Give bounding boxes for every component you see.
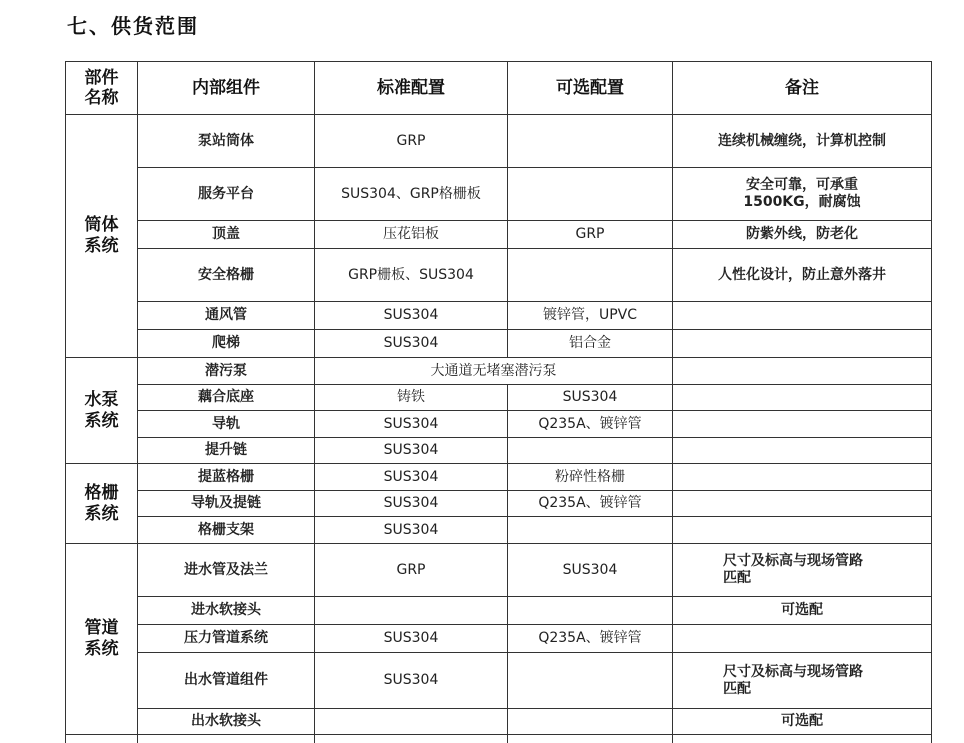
optional-cell	[508, 653, 673, 709]
optional-cell: 镀锌管，UPVC	[508, 302, 673, 330]
remark-cell	[673, 168, 932, 221]
remark-cell	[673, 491, 932, 517]
optional-cell	[508, 115, 673, 168]
group-name-cell	[66, 358, 138, 464]
standard-cell: SUS304	[315, 491, 508, 517]
component-cell: 导轨及提链	[138, 491, 315, 517]
standard-cell: SUS304	[315, 517, 508, 544]
optional-cell: 粉碎性格栅	[508, 464, 673, 491]
standard-cell: GRP	[315, 544, 508, 597]
section-title: 七、供货范围	[67, 14, 199, 38]
remark-line1: 尺寸及标高与现场管路	[723, 553, 863, 569]
component-cell: 藕合底座	[138, 385, 315, 411]
table-row	[66, 544, 932, 597]
optional-cell: SUS304	[508, 544, 673, 597]
optional-cell: Q235A、镀锌管	[508, 411, 673, 438]
header-component: 内部组件	[138, 62, 315, 115]
standard-cell: GRP	[315, 115, 508, 168]
group-name-line1: 格栅	[84, 482, 119, 503]
table-row	[66, 330, 932, 358]
group-name-line2: 系统	[84, 236, 119, 256]
standard-cell: SUS304	[315, 302, 508, 330]
table-row	[66, 221, 932, 249]
optional-cell	[508, 597, 673, 625]
table-row	[66, 168, 932, 221]
component-cell: 服务平台	[138, 168, 315, 221]
header-optional: 可选配置	[508, 62, 673, 115]
remark-line1: 尺寸及标高与现场管路	[723, 663, 863, 680]
header-group-line1: 部件	[84, 68, 119, 88]
optional-cell	[508, 168, 673, 221]
standard-cell: SUS304	[315, 464, 508, 491]
remark-cell	[673, 517, 932, 544]
component-cell: 提升链	[138, 438, 315, 464]
group-name-line2: 系统	[84, 410, 119, 431]
component-cell: 出水软接头	[138, 709, 315, 735]
standard-cell: 铸铁	[315, 385, 508, 411]
header-standard: 标准配置	[315, 62, 508, 115]
table-row	[66, 653, 932, 709]
standard-cell: SUS304	[315, 625, 508, 653]
optional-cell	[508, 438, 673, 464]
standard-cell	[315, 709, 508, 735]
component-cell: 潜污泵	[138, 358, 315, 385]
standard-cell: GRP栅板、SUS304	[315, 249, 508, 302]
component-cell: 安全格栅	[138, 249, 315, 302]
table-row	[66, 491, 932, 517]
group-name-cell	[66, 544, 138, 735]
group-name-cell	[66, 115, 138, 358]
header-remark: 备注	[673, 62, 932, 115]
standard-cell: SUS304	[315, 653, 508, 709]
group-name-line1: 水泵	[84, 389, 119, 410]
table-header-row	[66, 62, 932, 115]
group-name-cell	[66, 464, 138, 544]
remark-cell	[673, 438, 932, 464]
table-row	[66, 249, 932, 302]
remark-cell	[673, 330, 932, 358]
standard-cell: SUS304	[315, 411, 508, 438]
remark-line2: 匹配	[723, 680, 751, 697]
table-row	[66, 385, 932, 411]
standard-cell: SUS304	[315, 330, 508, 358]
table-row	[66, 411, 932, 438]
remark-cell	[673, 385, 932, 411]
remark-cell	[673, 358, 932, 385]
remark-cell	[673, 411, 932, 438]
component-cell: 爬梯	[138, 330, 315, 358]
header-group-name	[66, 62, 138, 115]
table-row	[66, 625, 932, 653]
remark-cell	[673, 464, 932, 491]
remark-cell: 人性化设计，防止意外落井	[673, 249, 932, 302]
component-cell: 泵站筒体	[138, 115, 315, 168]
remark-line1: 安全可靠，可承重	[746, 177, 858, 193]
standard-cell: SUS304	[315, 438, 508, 464]
group-name-line2: 系统	[84, 639, 119, 659]
component-cell: 进水软接头	[138, 597, 315, 625]
component-cell: 压力管道系统	[138, 625, 315, 653]
table-row	[66, 438, 932, 464]
table-row	[66, 358, 932, 385]
table-row	[66, 517, 932, 544]
optional-cell	[508, 517, 673, 544]
header-group-line2: 名称	[84, 88, 119, 108]
component-cell: 顶盖	[138, 221, 315, 249]
group-name-line2: 系统	[84, 503, 119, 524]
component-cell: 出水管道组件	[138, 653, 315, 709]
table-row	[66, 115, 932, 168]
optional-cell	[508, 249, 673, 302]
remark-cell	[673, 653, 932, 709]
remark-cell: 防紫外线，防老化	[673, 221, 932, 249]
optional-cell: 铝合金	[508, 330, 673, 358]
component-cell: 进水管及法兰	[138, 544, 315, 597]
standard-cell	[315, 597, 508, 625]
optional-cell: GRP	[508, 221, 673, 249]
optional-cell: Q235A、镀锌管	[508, 625, 673, 653]
table-row	[66, 709, 932, 735]
remark-cell: 可选配	[673, 597, 932, 625]
component-cell: 通风管	[138, 302, 315, 330]
remark-line2: 1500KG，耐腐蚀	[743, 194, 861, 210]
optional-cell: Q235A、镀锌管	[508, 491, 673, 517]
remark-cell: 连续机械缠绕，计算机控制	[673, 115, 932, 168]
remark-line2: 匹配	[723, 570, 751, 586]
table-row	[66, 464, 932, 491]
remark-cell	[673, 302, 932, 330]
component-cell: 导轨	[138, 411, 315, 438]
remark-cell	[673, 625, 932, 653]
group-name-line1: 管道	[84, 618, 119, 638]
component-cell: 提蓝格栅	[138, 464, 315, 491]
standard-cell: 压花铝板	[315, 221, 508, 249]
standard-cell: SUS304、GRP格栅板	[315, 168, 508, 221]
supply-scope-table	[65, 61, 932, 743]
remark-cell: 可选配	[673, 709, 932, 735]
remark-cell	[673, 544, 932, 597]
standard-merged-cell: 大通道无堵塞潜污泵	[315, 358, 673, 385]
component-cell: 格栅支架	[138, 517, 315, 544]
optional-cell: SUS304	[508, 385, 673, 411]
optional-cell	[508, 709, 673, 735]
table-row	[66, 302, 932, 330]
group-name-line1: 筒体	[84, 215, 119, 235]
table-row	[66, 597, 932, 625]
